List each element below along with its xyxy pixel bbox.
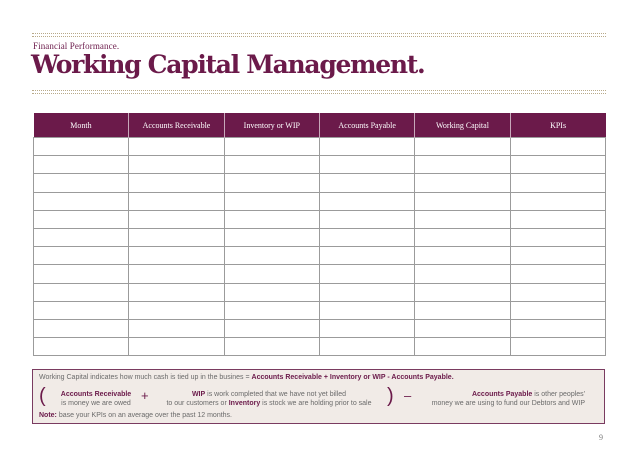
kpi-note xyxy=(39,412,232,419)
table-cell[interactable] xyxy=(319,338,414,356)
def-ar-term: Accounts Receivable xyxy=(60,391,132,398)
table-cell[interactable] xyxy=(319,156,414,174)
table-row xyxy=(34,192,606,210)
top-rule-2 xyxy=(32,36,606,37)
table-cell[interactable] xyxy=(510,301,605,319)
table-cell[interactable] xyxy=(34,210,129,228)
table-cell[interactable] xyxy=(415,174,510,192)
def-inv-prefix: to our customers or xyxy=(166,400,229,407)
table-cell[interactable] xyxy=(415,228,510,246)
table-cell[interactable] xyxy=(415,138,510,156)
table-cell[interactable] xyxy=(415,319,510,337)
note-label: Note: xyxy=(39,412,57,419)
column-header-accounts-payable: Accounts Payable xyxy=(319,113,414,138)
title-rule-1 xyxy=(32,90,606,91)
table-body xyxy=(34,138,606,356)
table-cell[interactable] xyxy=(415,210,510,228)
table-cell[interactable] xyxy=(224,192,319,210)
table-cell[interactable] xyxy=(224,338,319,356)
table-row xyxy=(34,228,606,246)
table-cell[interactable] xyxy=(34,319,129,337)
table-cell[interactable] xyxy=(319,247,414,265)
formula-note-box xyxy=(32,369,605,424)
table-cell[interactable] xyxy=(319,265,414,283)
column-header-month: Month xyxy=(34,113,129,138)
table-cell[interactable] xyxy=(129,283,224,301)
table-header-row xyxy=(34,113,606,138)
formula-term-inventory: Inventory or WIP xyxy=(329,374,386,381)
table-cell[interactable] xyxy=(34,301,129,319)
def-ap-desc: is other peoples' xyxy=(532,391,585,398)
note-text: base your KPIs on an average over the past 12 months. xyxy=(56,412,232,419)
table-cell[interactable] xyxy=(34,228,129,246)
formula-intro: Working Capital indicates how much cash is tied up in the busines = xyxy=(39,374,252,381)
table-cell[interactable] xyxy=(34,192,129,210)
formula-minus: - xyxy=(385,374,392,381)
table-row xyxy=(34,210,606,228)
top-rule-1 xyxy=(32,33,606,34)
def-inv-term: Inventory xyxy=(228,400,261,407)
table-cell[interactable] xyxy=(510,283,605,301)
table-cell[interactable] xyxy=(224,301,319,319)
table-cell[interactable] xyxy=(224,265,319,283)
table-cell[interactable] xyxy=(224,247,319,265)
table-cell[interactable] xyxy=(319,210,414,228)
table-cell[interactable] xyxy=(415,247,510,265)
table-row xyxy=(34,319,606,337)
table-cell[interactable] xyxy=(319,192,414,210)
table-cell[interactable] xyxy=(129,247,224,265)
table-cell[interactable] xyxy=(319,174,414,192)
def-ar-desc: is money we are owed xyxy=(61,400,131,407)
open-bracket: ( xyxy=(39,385,46,407)
table-cell[interactable] xyxy=(510,228,605,246)
table-row xyxy=(34,338,606,356)
table-cell[interactable] xyxy=(319,283,414,301)
table-cell[interactable] xyxy=(224,138,319,156)
table-cell[interactable] xyxy=(129,156,224,174)
column-header-kpis: KPIs xyxy=(510,113,605,138)
page-number: 9 xyxy=(599,433,603,442)
table-cell[interactable] xyxy=(129,265,224,283)
def-inv-desc: is stock we are holding prior to sale xyxy=(260,400,372,407)
table-cell[interactable] xyxy=(34,265,129,283)
table-cell[interactable] xyxy=(129,138,224,156)
def-ap-desc-2: money we are using to fund our Debtors and WIP xyxy=(431,400,585,407)
formula-term-ar: Accounts Receivable xyxy=(251,374,322,381)
table-cell[interactable] xyxy=(224,283,319,301)
table-cell[interactable] xyxy=(129,210,224,228)
table-cell[interactable] xyxy=(319,301,414,319)
table-cell[interactable] xyxy=(224,319,319,337)
close-bracket: ) xyxy=(387,385,394,407)
column-header-accounts-receivable: Accounts Receivable xyxy=(129,113,224,138)
formula-line xyxy=(39,374,454,381)
def-accounts-payable xyxy=(413,390,585,408)
table-cell[interactable] xyxy=(415,283,510,301)
table-cell[interactable] xyxy=(129,301,224,319)
table-cell[interactable] xyxy=(34,156,129,174)
plus-sign: + xyxy=(141,388,149,403)
table-cell[interactable] xyxy=(34,138,129,156)
table-cell[interactable] xyxy=(34,283,129,301)
table-cell[interactable] xyxy=(415,301,510,319)
table-cell[interactable] xyxy=(129,192,224,210)
table-cell[interactable] xyxy=(34,247,129,265)
table-cell[interactable] xyxy=(319,228,414,246)
table-cell[interactable] xyxy=(129,319,224,337)
table-row xyxy=(34,156,606,174)
table-row xyxy=(34,265,606,283)
formula-plus: + xyxy=(321,374,330,381)
section-label: Financial Performance. xyxy=(33,41,120,51)
table-cell[interactable] xyxy=(34,174,129,192)
table-cell[interactable] xyxy=(34,338,129,356)
table-cell[interactable] xyxy=(510,247,605,265)
table-cell[interactable] xyxy=(224,156,319,174)
def-wip-inventory xyxy=(153,390,385,408)
table-cell[interactable] xyxy=(510,156,605,174)
table-cell[interactable] xyxy=(510,319,605,337)
table-cell[interactable] xyxy=(224,228,319,246)
table-row xyxy=(34,283,606,301)
table-cell[interactable] xyxy=(510,174,605,192)
def-ap-term: Accounts Payable xyxy=(471,391,533,398)
table-cell[interactable] xyxy=(129,228,224,246)
table-cell[interactable] xyxy=(129,174,224,192)
table-cell[interactable] xyxy=(510,138,605,156)
working-capital-table xyxy=(33,113,606,356)
table-row xyxy=(34,301,606,319)
table-cell[interactable] xyxy=(510,265,605,283)
column-header-working-capital: Working Capital xyxy=(415,113,510,138)
table-cell[interactable] xyxy=(415,156,510,174)
table-cell[interactable] xyxy=(224,210,319,228)
table-cell[interactable] xyxy=(415,338,510,356)
table-row xyxy=(34,138,606,156)
table-cell[interactable] xyxy=(510,338,605,356)
minus-sign: – xyxy=(404,388,412,403)
table-row xyxy=(34,174,606,192)
table-cell[interactable] xyxy=(510,210,605,228)
page-title: Working Capital Management. xyxy=(31,50,425,79)
title-rule-2 xyxy=(32,93,606,94)
table-row xyxy=(34,247,606,265)
table-cell[interactable] xyxy=(510,192,605,210)
column-header-inventory: Inventory or WIP xyxy=(224,113,319,138)
def-wip-term: WIP xyxy=(191,391,206,398)
table-cell[interactable] xyxy=(224,174,319,192)
def-wip-desc: is work completed that we have not yet billed xyxy=(205,391,347,398)
table-cell[interactable] xyxy=(319,319,414,337)
table-cell[interactable] xyxy=(415,265,510,283)
def-accounts-receivable xyxy=(51,390,141,408)
table-cell[interactable] xyxy=(129,338,224,356)
table-cell[interactable] xyxy=(415,192,510,210)
formula-term-ap: Accounts Payable. xyxy=(391,374,454,381)
table-cell[interactable] xyxy=(319,138,414,156)
